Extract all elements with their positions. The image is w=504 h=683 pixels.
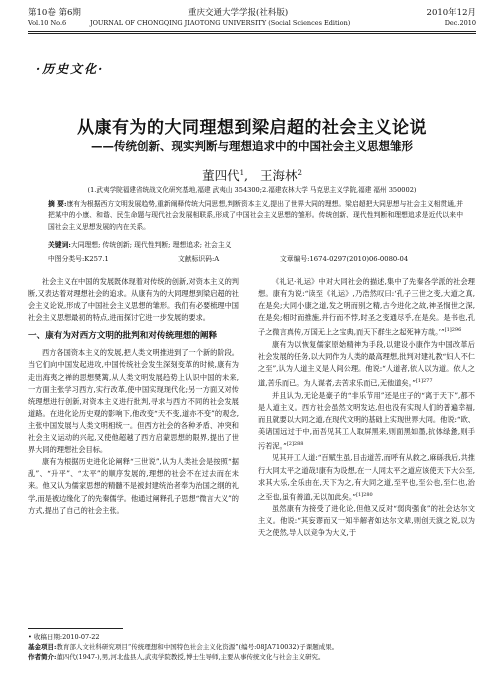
body-paragraph <box>28 276 239 324</box>
running-header-en <box>28 19 476 29</box>
author-bio-label: 作者简介: <box>28 653 57 661</box>
article-subtitle: ——传统创新、现实判断与理想追求中的中国社会主义思想雏形 <box>91 139 413 153</box>
paragraph-text: 虽然康有为接受了进化论,但他又反对“弱肉强食”的社会达尔文主义。他说:“其妄谬而又一知半解者如达尔文辈,则创天演之说,以为天之使然,导人以竞争为大义,于 <box>258 504 475 538</box>
abstract <box>48 199 463 233</box>
header-date-en: Dec.2010 <box>444 19 476 27</box>
article-title: 从康有为的大同理想到梁启超的社会主义论说 <box>77 118 427 138</box>
keywords-label: 关键词: <box>48 241 71 249</box>
author-name: 王海林 <box>259 168 298 183</box>
citation-marker: [1]277 <box>415 378 433 385</box>
paragraph-text: 《礼记·礼运》中对大同社会的描述,集中了先秦各学派的社会理想。康有为说:“读至《礼运》,乃浩然叹曰:‘孔子三世之变,大道之真,在是矣;大同小康之道,发之明而别之精,古今进化之故,神圣悯世之深,在是矣;相时而推施,并行而不悖,时圣之变通尽乎,在是矣。是书也,孔子之微言真传,万国无上之宝典,而天下群生之起死神方哉。’” <box>258 277 475 337</box>
body-paragraph <box>28 456 239 516</box>
affiliation: (1.武夷学院福建省统战文化研究基地,福建 武夷山 354300;2.福建农林大学 马克思主义学院,福建 福州 350002) <box>87 186 417 194</box>
body-paragraph <box>28 347 239 456</box>
citation-marker: [1]296 <box>444 327 462 334</box>
header-date-cn: 2010年12月 <box>426 8 476 18</box>
header-rule-2 <box>28 33 476 34</box>
header-journal-en: JOURNAL OF CHONGQING JIAOTONG UNIVERSITY (Social Sciences Edition) <box>90 19 351 27</box>
section-heading: 一、康有为对西方文明的批判和对传统理想的阐释 <box>28 331 218 342</box>
paragraph-text: 康有为以恢复儒家原始精神为手段,以建设小康作为中国改革后社会发展的任务,以大同作为人类的最高理想,批判对建礼教“妇人不仁之至”,认为人道主义是人间公理。他说:“人道者,依人以为道。依人之道,苦乐而已。为人谋者,去苦求乐而已,无他道矣。” <box>258 339 475 388</box>
footnote-author <box>28 652 478 662</box>
received-date: 收稿日期:2010-07-22 <box>33 633 100 641</box>
body-paragraph <box>258 390 475 453</box>
author-bio-text: 董四代(1947-),男,河北盐县人,武夷学院教授,博士生导师,主要从事传统文化与社会主义研究。 <box>56 653 325 661</box>
citation-marker: [1]280 <box>356 491 373 498</box>
header-issue-cn: 第10卷 第6期 <box>28 8 81 18</box>
paragraph-text: 社会主义在中国的发展既体现着对传统的创新,对资本主义的判断,又表达着对理想社会的追求。从康有为的大同理想到梁启超的社会主义论说,形成了中国社会主义思想的雏形。我们有必要梳理中国社会主义思想最初的特点,进而探讨它进一步发展的要求。 <box>28 277 239 323</box>
header-rule <box>28 31 476 32</box>
paragraph-text: 西方各国资本主义的发展,把人类文明推进到了一个新的阶段。当它们向中国发起进攻,中国传统社会发生深刻变革的时候,康有为走出海夷之禅的思想樊篱,从人类文明发展趋势上认识中国的未来,一方面主张学习西方,实行改革,使中国实现现代化;另一方面又对传统理想进行创新,对资本主义进行批判,寻求与西方不同的社会发展道路。在进化论历史观的影响下,他改变“天不变,道亦不变”的观念,主张中国发展与人类文明相统一。但西方社会的各种矛盾、冲突和社会主义运动的兴起,又使他超越了西方启蒙思想的限界,提出了世界大同的理想社会目标。 <box>28 348 239 455</box>
citation-marker: [2]288 <box>286 441 304 447</box>
body-paragraph <box>258 452 475 503</box>
abstract-label: 摘 要: <box>48 200 67 208</box>
author-name: 董四代 <box>202 168 240 183</box>
keywords-text: 大同理想; 传统创新; 现代性判断; 理想追求; 社会主义 <box>70 241 232 249</box>
paragraph-text: 见其开工人道:“百赋生虽,目击道苦,而呼有从救之,麻砾我后,共推行大同太平之道哉!康有为设想,在一人同太平之道应该使天下大公至,求其大乐,全乐由在,天下为之,有大同之道,至平也,至公也,至仁也,治之至也,虽有善道,无以加此矣。” <box>258 453 475 502</box>
body-column-left <box>28 276 239 517</box>
body-column-right <box>258 276 475 540</box>
header-journal-cn: 重庆交通大学学报(社科版) <box>188 8 289 18</box>
header-issue-en: Vol.10 No.6 <box>28 19 67 27</box>
footnote-fund <box>28 642 478 652</box>
author-sup: 1 <box>239 168 245 177</box>
paragraph-text: 并且认为,无论是豪子的“非乐节用”还是庄子的“离于天下”,都不是人道主义。西方社会虽然文明发达,但也没有实现人们的普遍幸福,而且就要以大同之道,在现代文明的基础上实现世界大同。他说:“欧、美诸国远过于中,而吾见其工人取屏黑来,则面黑如墨,抗体绿惫,则手污若泥。” <box>258 390 475 451</box>
footnote-rule <box>28 628 123 629</box>
body-paragraph <box>258 503 475 539</box>
classification-line <box>48 253 463 263</box>
footnote-received: • 收稿日期:2010-07-22 <box>28 633 100 641</box>
keywords <box>48 239 463 249</box>
article-number: 文章编号:1674-0297(2010)06-0080-04 <box>280 255 409 263</box>
paragraph-text: 康有为根据历史进化论阐释“三世说”,认为人类社会是按照“据乱”、“升平”、“太平”的顺序发展的,理想的社会不在过去而在未来。他又认为儒家思想的精髓不是被封建统治者奉为治国之纲的礼学,而是被边缘化了的先秦儒学。他通过阐释孔子思想“微言大义”的方式,提出了自己的社会主张。 <box>28 457 239 515</box>
body-paragraph <box>258 339 475 390</box>
fund-text: 教育部人文社科研究项目“传统理想和中国特色社会主义化资源”(编号:08JA710032)子课题成果。 <box>56 643 339 651</box>
running-header-cn <box>28 6 476 17</box>
author-list: 董四代$^1$, 王海林$^2$ <box>202 168 302 183</box>
abstract-text: 康有为根据西方文明发展趋势,重新阐释传统大同思想,判断资本主义,提出了世界大同的理想。梁启超把大同思想与社会主义相贯通,并把某中的小康、和谐、民生命题与现代社会发展相联系,形成了中国社会主义思想的雏形。传统创新、现代性判断和理想追求是近代以来中国社会主义思想发展的内在关系。 <box>48 200 463 231</box>
document-code: 文献标识码:A <box>178 255 220 263</box>
author-sup: 2 <box>297 168 302 177</box>
fund-label: 基金项目: <box>28 643 57 651</box>
body-paragraph <box>258 276 475 339</box>
section-label: ·历史文化· <box>36 62 105 76</box>
clc-number: 中图分类号:K257.1 <box>48 255 109 263</box>
